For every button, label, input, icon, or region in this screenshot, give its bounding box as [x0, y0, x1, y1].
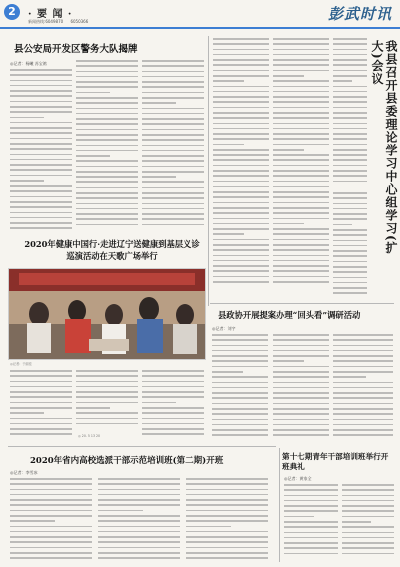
article-1-col-2	[76, 60, 138, 234]
column-divider	[208, 36, 209, 306]
article-6-col-3	[333, 38, 367, 188]
section-title: · 要 闻 ·	[28, 9, 73, 20]
page-header	[0, 0, 400, 30]
article-3-headline: 2020年省内高校选派干部示范培训班(第二期)开班	[30, 456, 224, 466]
article-4-byline: ◎记者：刘宇	[212, 326, 236, 331]
article-5-col-1	[284, 484, 338, 562]
article-6-col-1	[213, 38, 269, 298]
article-1-byline: ◎记者：杨曦 苏宝鸽	[10, 61, 47, 66]
article-5-byline: ◎记者：黄家全	[284, 476, 312, 481]
article-5-headline: 第十七期青年干部培训班举行开班典礼	[282, 452, 389, 471]
column-divider-bottom	[279, 448, 280, 562]
section-divider-right	[210, 303, 394, 304]
article-1-col-1	[10, 69, 72, 234]
article-1-col-3	[142, 60, 204, 234]
hotline-text-2: 6050366	[70, 19, 89, 24]
header-meta	[28, 19, 94, 25]
article-4-col-2	[273, 334, 329, 444]
event-photo-image	[9, 269, 205, 359]
article-6-headline: 我县召开县委理论学习中心组学习(扩大)会议	[370, 40, 398, 255]
article-2-byline: ◎记者：于丽佳	[10, 362, 32, 366]
section-divider-bottom-left	[8, 446, 276, 447]
article-4-col-3	[333, 334, 393, 444]
article-2-col-1	[10, 370, 72, 440]
article-2-headline: 2020年健康中国行·走进辽宁送健康到基层义诊巡演活动在天歌广场举行	[24, 239, 200, 261]
event-photo	[8, 268, 206, 360]
article-5-col-2	[342, 484, 394, 562]
article-4-headline: 县政协开展提案办理“回头看”调研活动	[218, 310, 361, 320]
article-2-date: ◎ 20. 5 13 20	[78, 434, 101, 438]
page-number-badge: 2	[4, 4, 20, 20]
article-4-col-1	[212, 334, 268, 444]
article-6-col-2	[273, 38, 329, 298]
article-3-col-3	[186, 478, 268, 562]
article-6-col-4	[333, 192, 367, 298]
hotline-text: 新闻热线:6049870	[28, 19, 64, 24]
article-3-col-2	[98, 478, 180, 562]
article-2-col-3	[142, 370, 204, 440]
header-rule	[0, 27, 400, 29]
article-2-col-2	[76, 370, 138, 432]
article-3-col-1	[10, 478, 92, 562]
article-1-headline: 县公安局开发区警务大队揭牌	[14, 44, 138, 55]
article-3-byline: ◎记者：李雪冰	[10, 470, 38, 475]
masthead-logo: 彭武时讯	[327, 5, 392, 23]
